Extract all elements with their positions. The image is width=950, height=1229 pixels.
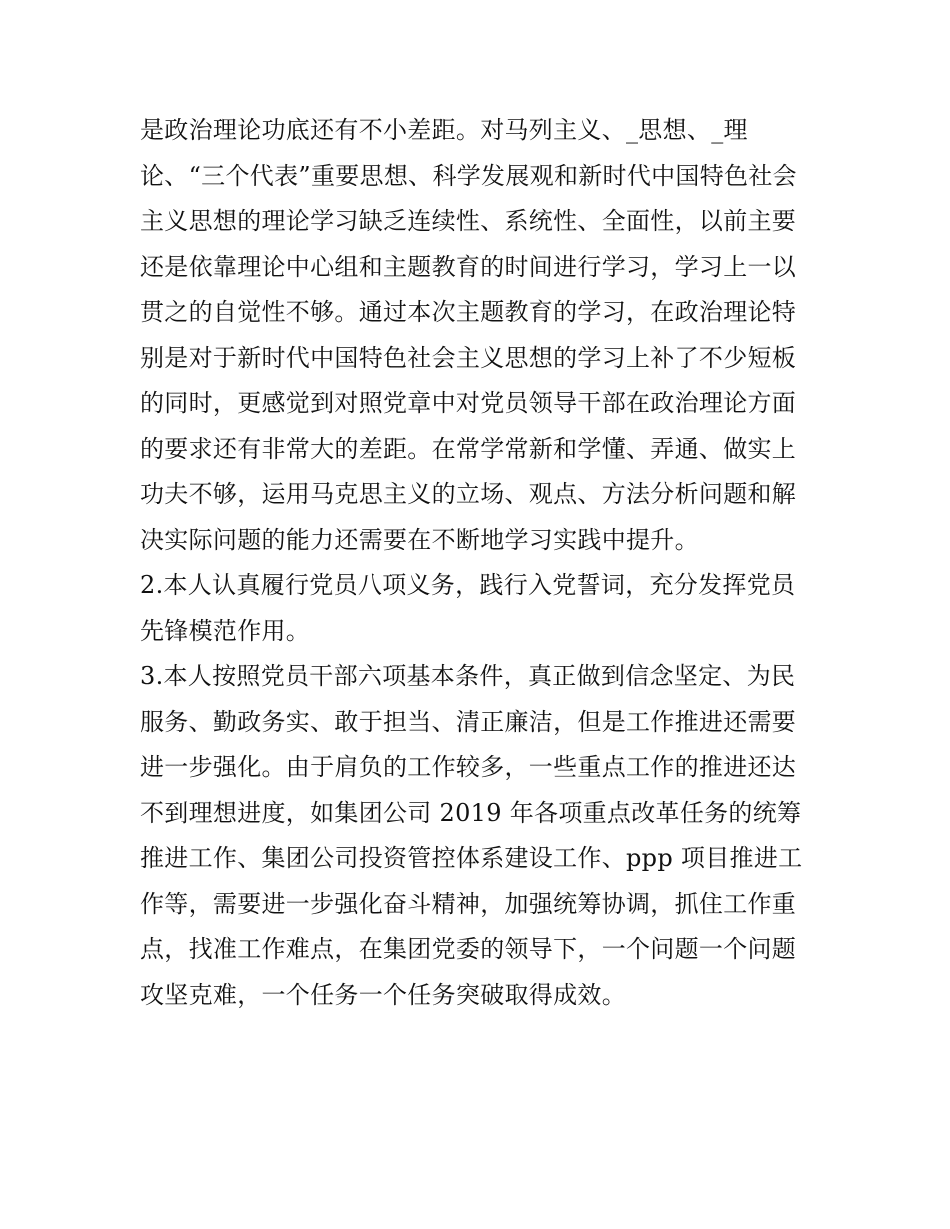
text-line: 别是对于新时代中国特色社会主义思想的学习上补了不少短板 [140, 343, 797, 372]
list-item-2-line: 先锋模范作用。 [140, 616, 311, 645]
text-line: 主义思想的理论学习缺乏连续性、系统性、全面性，以前主要 [140, 207, 797, 235]
document-body [140, 108, 820, 1018]
text-line: 是政治理论功底还有不小差距。对马列主义、_思想、_理 [140, 116, 748, 144]
list-item-3-line: 进一步强化。由于肩负的工作较多，一些重点工作的推进还达 [140, 753, 797, 781]
list-item-3-line: 不到理想进度，如集团公司 2019 年各项重点改革任务的统筹 [140, 798, 802, 827]
text-line: 的同时，更感觉到对照党章中对党员领导干部在政治理论方面 [140, 389, 797, 417]
list-item-2-line: 2.本人认真履行党员八项义务，践行入党誓词，充分发挥党员 [140, 571, 796, 599]
text-line: 论、“三个代表”重要思想、科学发展观和新时代中国特色社会 [140, 161, 797, 190]
text-line: 决实际问题的能力还需要在不断地学习实践中提升。 [140, 525, 699, 554]
list-item-3-line: 推进工作、集团公司投资管控体系建设工作、ppp 项目推进工 [140, 844, 803, 872]
text-line: 功夫不够，运用马克思主义的立场、观点、方法分析问题和解 [140, 480, 797, 508]
text-line: 还是依靠理论中心组和主题教育的时间进行学习，学习上一以 [140, 252, 797, 281]
text-line: 的要求还有非常大的差距。在常学常新和学懂、弄通、做实上 [140, 434, 797, 463]
text-line: 贯之的自觉性不够。通过本次主题教育的学习，在政治理论特 [140, 298, 797, 326]
list-item-3-line: 作等，需要进一步强化奋斗精神，加强统筹协调，抓住工作重 [140, 889, 797, 918]
list-item-3-line: 服务、勤政务实、敢于担当、清正廉洁，但是工作推进还需要 [140, 707, 797, 736]
list-item-3-line: 攻坚克难，一个任务一个任务突破取得成效。 [140, 980, 626, 1009]
list-item-3-line: 3.本人按照党员干部六项基本条件，真正做到信念坚定、为民 [140, 662, 796, 690]
list-item-3-line: 点，找准工作难点，在集团党委的领导下，一个问题一个问题 [140, 935, 797, 963]
